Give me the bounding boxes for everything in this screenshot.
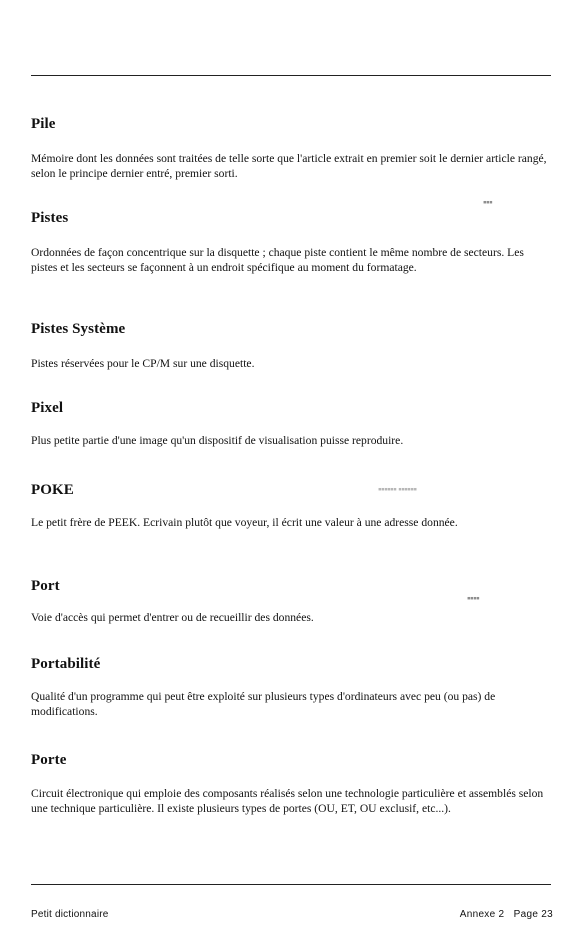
entry-porte xyxy=(31,751,553,816)
entry-pixel xyxy=(31,399,553,448)
entry-term: Pile xyxy=(31,116,56,132)
entry-pile xyxy=(31,115,553,181)
entry-definition: Plus petite partie d'une image qu'un dispositif de visualisation puisse reproduire. xyxy=(31,434,404,447)
entry-definition: Le petit frère de PEEK. Ecrivain plutôt que voyeur, il écrit une valeur à une adresse donnée. xyxy=(31,516,458,529)
entry-definition: Voie d'accès qui permet d'entrer ou de recueillir des données. xyxy=(31,611,314,624)
entry-pistes xyxy=(31,209,553,275)
bottom-rule xyxy=(31,884,551,885)
entry-term: Pistes Système xyxy=(31,321,126,337)
entry-definition: Circuit électronique qui emploie des composants réalisés selon une technologie particulière et assemblés selon une technique particulière. Il existe plusieurs types de portes (OU, ET, OU exclusif, etc...). xyxy=(31,787,544,815)
entry-definition: Qualité d'un programme qui peut être exploité sur plusieurs types d'ordinateurs avec peu (ou pas) de modifications. xyxy=(31,690,496,718)
entry-term: Porte xyxy=(31,752,67,768)
entry-term: Portabilité xyxy=(31,656,101,672)
bleed-through-mark: ▪▪▪ xyxy=(483,196,493,207)
bleed-through-mark: ▪▪▪▪▪▪ ▪▪▪▪▪▪ xyxy=(378,483,417,494)
bleed-through-mark: ▪▪▪▪ xyxy=(467,592,480,603)
footer-title: Petit dictionnaire xyxy=(31,909,109,920)
entry-term: Pistes xyxy=(31,210,69,226)
entry-term: Pixel xyxy=(31,400,64,416)
entry-definition: Pistes réservées pour le CP/M sur une disquette. xyxy=(31,357,255,370)
entry-pistes-systeme xyxy=(31,320,553,371)
entry-poke xyxy=(31,481,553,530)
footer-page-number: Annexe 2 Page 23 xyxy=(459,909,553,920)
entry-term: POKE xyxy=(31,482,74,498)
top-rule xyxy=(31,75,551,76)
entry-portabilite xyxy=(31,655,553,719)
entry-term: Port xyxy=(31,578,60,594)
entry-definition: Mémoire dont les données sont traitées de telle sorte que l'article extrait en premier soit le dernier article rangé, selon le principe dernier entré, premier sorti. xyxy=(31,152,547,180)
entry-definition: Ordonnées de façon concentrique sur la disquette ; chaque piste contient le même nombre de secteurs. Les pistes et les secteurs se façonnent à un endroit spécifique au moment du formatage. xyxy=(31,246,524,274)
